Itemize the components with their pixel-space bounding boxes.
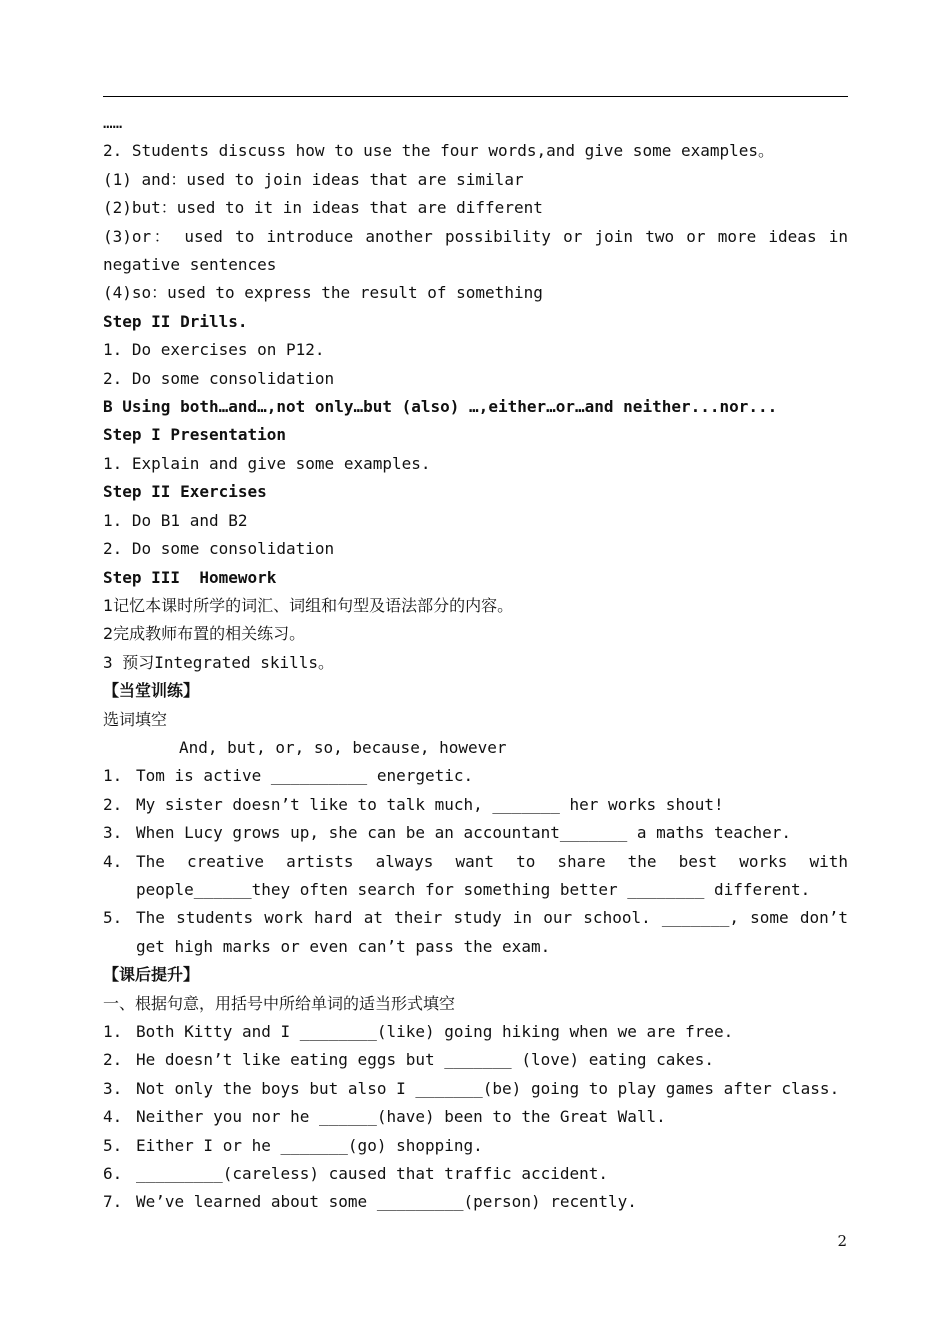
text-line: (4)so：used to express the result of something (103, 283, 543, 303)
list-item (103, 1018, 848, 1046)
section-title: 【课后提升】 (103, 965, 200, 985)
list-item (103, 791, 848, 819)
text-line: (3)or： used to introduce another possibility or join two or more ideas in (103, 226, 848, 246)
text-line: negative sentences (103, 255, 277, 275)
exercise1-list (103, 762, 848, 961)
header-rule (103, 96, 848, 97)
item-number: 5. (103, 908, 123, 928)
item-text: We’ve learned about some _________(person) recently. (136, 1192, 637, 1212)
section-heading: B Using both…and…,not only…but (also) …,either…or…and neither...nor... (103, 397, 778, 417)
homework-item: 3 预习Integrated skills。 (103, 652, 335, 672)
item-text: The creative artists always want to share the best works with (136, 851, 848, 871)
step-heading: Step II Exercises (103, 482, 267, 502)
ellipsis-line: …… (103, 113, 123, 132)
text-line: 1. Do exercises on P12. (103, 340, 325, 360)
item-text: Either I or he _______(go) shopping. (136, 1135, 483, 1155)
item-number: 4. (103, 851, 123, 871)
item-number: 5. (103, 1135, 123, 1155)
item-text: _________(careless) caused that traffic accident. (136, 1164, 609, 1184)
homework-item: 1记忆本课时所学的词汇、词组和句型及语法部分的内容。 (103, 595, 514, 615)
item-number: 3. (103, 823, 123, 843)
text-line: 2. Do some consolidation (103, 539, 335, 559)
list-item (103, 1075, 848, 1103)
item-text: Neither you nor he ______(have) been to the Great Wall. (136, 1107, 666, 1127)
list-item (103, 1046, 848, 1074)
item-text: He doesn’t like eating eggs but _______ (love) eating cakes. (136, 1050, 714, 1070)
list-item (103, 762, 848, 790)
item-number: 1. (103, 1022, 123, 1041)
item-text: The students work hard at their study in our school. _______, some don’t (136, 908, 848, 928)
list-item (103, 819, 848, 847)
exercise2-list (103, 1018, 848, 1217)
item-text: When Lucy grows up, she can be an accountant_______ a maths teacher. (136, 823, 792, 843)
text-line: 1. Do B1 and B2 (103, 510, 248, 530)
text-line: (1) and：used to join ideas that are similar (103, 169, 524, 189)
item-text: Tom is active __________ energetic. (136, 766, 474, 786)
item-number: 2. (103, 1050, 123, 1070)
text-line: 2. Students discuss how to use the four words,and give some examples。 (103, 141, 775, 161)
item-text: My sister doesn’t like to talk much, _______ her works shout! (136, 794, 724, 814)
section-title: 【当堂训练】 (103, 681, 200, 701)
instruction-line: 选词填空 (103, 709, 168, 729)
list-item (103, 1103, 848, 1131)
item-number: 6. (103, 1164, 123, 1184)
homework-item: 2完成教师布置的相关练习。 (103, 624, 306, 644)
step-heading: Step II Drills. (103, 311, 248, 331)
item-number: 1. (103, 766, 123, 786)
item-number: 2. (103, 794, 123, 814)
step-heading: Step III Homework (103, 567, 277, 587)
item-number: 4. (103, 1107, 123, 1127)
list-item (103, 1160, 848, 1188)
item-number: 7. (103, 1192, 123, 1212)
item-continuation: get high marks or even can’t pass the exam. (136, 936, 551, 956)
item-text: Both Kitty and I ________(like) going hiking when we are free. (136, 1022, 734, 1041)
list-item (103, 848, 848, 876)
list-item (103, 1132, 848, 1160)
list-item (103, 1188, 848, 1216)
step-heading: Step I Presentation (103, 425, 287, 445)
text-line: 1. Explain and give some examples. (103, 453, 431, 473)
text-line: 2. Do some consolidation (103, 368, 335, 388)
page-number: 2 (837, 1232, 847, 1250)
instruction-line: 一、根据句意，用括号中所给单词的适当形式填空 (103, 993, 456, 1013)
list-item (103, 904, 848, 932)
item-continuation: people______they often search for something better ________ different. (136, 879, 811, 899)
document-page (103, 96, 848, 1217)
item-number: 3. (103, 1078, 123, 1098)
item-text: Not only the boys but also I _______(be) going to play games after class. (136, 1078, 840, 1098)
text-line: (2)but：used to it in ideas that are different (103, 198, 543, 218)
word-bank: And, but, or, so, because, however (179, 737, 507, 757)
